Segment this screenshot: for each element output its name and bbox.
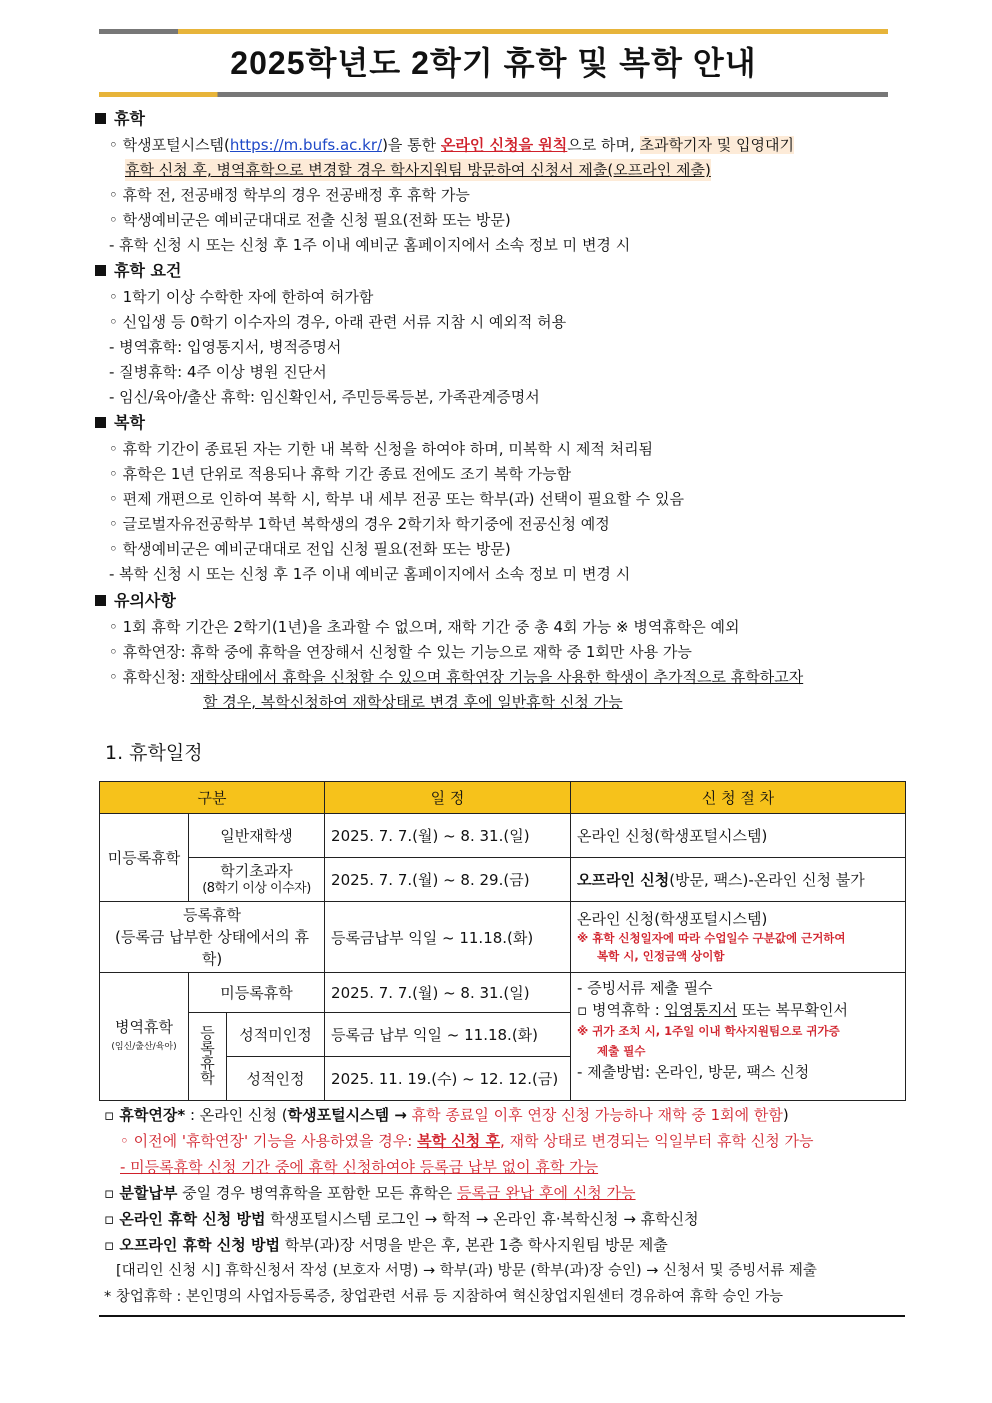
footer-line-8: * 창업휴학 : 본인명의 사업자등록증, 창업관련 서류 등 지참하여 혁신창업지원센터 경유하여 휴학 승인 가능 bbox=[104, 1289, 783, 1305]
table-row bbox=[100, 973, 906, 1013]
military-unregistered-label: 미등록휴학 bbox=[189, 973, 325, 1013]
unregistered-label: 미등록휴학 bbox=[100, 814, 189, 902]
military-unregistered-date: 2025. 7. 7.(월) ~ 8. 31.(일) bbox=[325, 973, 571, 1013]
square-bullet-icon bbox=[95, 265, 106, 276]
footer-line-5: ▫ 온라인 휴학 신청 방법 학생포털시스템 로그인 → 학적 → 온라인 휴·복학신청 → 휴학신청 bbox=[104, 1210, 699, 1228]
footer-line-6: ▫ 오프라인 휴학 신청 방법 학부(과)장 서명을 받은 후, 본관 1층 학사지원팀 방문 제출 bbox=[104, 1236, 668, 1254]
req-line-1: ◦ 1학기 이상 수학한 자에 한하여 허가함 bbox=[109, 288, 374, 306]
leave-line-1: ◦ 학생포털시스템(https://m.bufs.ac.kr/)을 통한 온라인 신청을 원칙으로 하며, 초과학기자 및 입영대기 bbox=[109, 136, 794, 154]
square-bullet-icon bbox=[95, 595, 106, 606]
square-bullet-icon bbox=[95, 113, 106, 124]
military-label: 병역휴학 (임신/출산/육아) bbox=[100, 973, 189, 1101]
req-line-4: - 질병휴학: 4주 이상 병원 진단서 bbox=[109, 363, 327, 381]
footer-line-1: ▫ 휴학연장* : 온라인 신청 (학생포털시스템 → 휴학 종료일 이후 연장 신청 가능하나 재학 중 1회에 한함) bbox=[104, 1106, 789, 1124]
general-student-label: 일반재학생 bbox=[189, 814, 325, 858]
return-line-5: ◦ 학생예비군은 예비군대대로 전입 신청 필요(전화 또는 방문) bbox=[109, 540, 511, 558]
general-procedure: 온라인 신청(학생포털시스템) bbox=[571, 814, 906, 858]
leave-line-3: ◦ 휴학 전, 전공배정 학부의 경우 전공배정 후 휴학 가능 bbox=[109, 186, 470, 204]
leave-line-2: 휴학 신청 후, 병역휴학으로 변경할 경우 학사지원팀 방문하여 신청서 제출(오프라인 제출) bbox=[125, 161, 711, 179]
portal-link[interactable]: https://m.bufs.ac.kr/ bbox=[229, 136, 383, 154]
credit-label: 성적인정 bbox=[227, 1057, 325, 1101]
leave-line-4: ◦ 학생예비군은 예비군대대로 전출 신청 필요(전화 또는 방문) bbox=[109, 211, 511, 229]
military-registered-label: 등록휴학 bbox=[189, 1013, 227, 1101]
header-procedure: 신 청 절 차 bbox=[571, 782, 906, 814]
notes-line-2: ◦ 휴학연장: 휴학 중에 휴학을 연장해서 신청할 수 있는 기능으로 재학 중 1회만 사용 가능 bbox=[109, 643, 692, 661]
section-heading: 유의사항 bbox=[95, 590, 176, 612]
registered-procedure: 온라인 신청(학생포털시스템) ※ 휴학 신청일자에 따라 수업일수 구분값에 근거하여 복학 시, 인정금액 상이함 bbox=[571, 902, 906, 973]
req-line-3: - 병역휴학: 입영통지서, 병적증명서 bbox=[109, 338, 342, 356]
section-heading: 휴학 요건 bbox=[95, 260, 181, 282]
registered-label: 등록휴학 (등록금 납부한 상태에서의 휴학) bbox=[100, 902, 325, 973]
credit-date: 2025. 11. 19.(수) ~ 12. 12.(금) bbox=[325, 1057, 571, 1101]
footer-line-7: [대리인 신청 시] 휴학신청서 작성 (보호자 서명) → 학부(과) 방문 (학부(과)장 승인) → 신청서 및 증빙서류 제출 bbox=[116, 1263, 817, 1279]
req-line-2: ◦ 신입생 등 0학기 이수자의 경우, 아래 관련 서류 지참 시 예외적 허용 bbox=[109, 313, 567, 331]
general-date: 2025. 7. 7.(월) ~ 8. 31.(일) bbox=[325, 814, 571, 858]
military-procedure: - 증빙서류 제출 필수 ▫ 병역휴학 : 입영통지서 또는 복무확인서 ※ 귀가 조치 시, 1주일 이내 학사지원팀으로 귀가증 제출 필수 - 제출방법: 온라인, 방문, 팩스 신청 bbox=[571, 973, 906, 1101]
over-procedure: 오프라인 신청(방문, 팩스)-온라인 신청 불가 bbox=[571, 858, 906, 902]
return-line-4: ◦ 글로벌자유전공학부 1학년 복학생의 경우 2학기차 학기중에 전공신청 예정 bbox=[109, 515, 610, 533]
no-credit-label: 성적미인정 bbox=[227, 1013, 325, 1057]
top-rule bbox=[99, 29, 888, 34]
return-line-6: - 복학 신청 시 또는 신청 후 1주 이내 예비군 홈페이지에서 소속 정보 미 변경 시 bbox=[109, 565, 631, 583]
notes-line-3: ◦ 휴학신청: 재학상태에서 휴학을 신청할 수 있으며 휴학연장 기능을 사용한 학생이 추가적으로 휴학하고자 bbox=[109, 668, 804, 686]
schedule-table bbox=[99, 781, 906, 1101]
section-heading: 휴학 bbox=[95, 108, 145, 130]
table-row bbox=[100, 814, 906, 858]
footer-line-2: ◦ 이전에 '휴학연장' 기능을 사용하였을 경우: 복학 신청 후, 재학 상태로 변경되는 익일부터 휴학 신청 가능 bbox=[120, 1132, 814, 1150]
table-row bbox=[100, 902, 906, 973]
bottom-rule bbox=[99, 1315, 905, 1317]
req-line-5: - 임신/육아/출산 휴학: 임신확인서, 주민등록등본, 가족관계증명서 bbox=[109, 388, 540, 406]
header-schedule: 일 정 bbox=[325, 782, 571, 814]
over-date: 2025. 7. 7.(월) ~ 8. 29.(금) bbox=[325, 858, 571, 902]
return-line-1: ◦ 휴학 기간이 종료된 자는 기한 내 복학 신청을 하여야 하며, 미복학 시 제적 처리됨 bbox=[109, 440, 654, 458]
over-semester-label: 학기초과자 (8학기 이상 이수자) bbox=[189, 858, 325, 902]
table-row bbox=[100, 858, 906, 902]
square-bullet-icon bbox=[95, 417, 106, 428]
title-underline bbox=[99, 92, 888, 97]
return-line-2: ◦ 휴학은 1년 단위로 적용되나 휴학 기간 종료 전에도 조기 복학 가능함 bbox=[109, 465, 572, 483]
section-heading: 복학 bbox=[95, 412, 145, 434]
header-category: 구분 bbox=[100, 782, 325, 814]
page-title: 2025학년도 2학기 휴학 및 복학 안내 bbox=[230, 45, 757, 81]
registered-date: 등록금납부 익일 ~ 11.18.(화) bbox=[325, 902, 571, 973]
footer-line-3: - 미등록휴학 신청 기간 중에 휴학 신청하여야 등록금 납부 없이 휴학 가능 bbox=[120, 1158, 599, 1176]
footer-line-4: ▫ 분할납부 중일 경우 병역휴학을 포함한 모든 휴학은 등록금 완납 후에 신청 가능 bbox=[104, 1184, 636, 1202]
table-header-row bbox=[100, 782, 906, 814]
leave-line-5: - 휴학 신청 시 또는 신청 후 1주 이내 예비군 홈페이지에서 소속 정보 미 변경 시 bbox=[109, 236, 631, 254]
schedule-heading: 1. 휴학일정 bbox=[105, 742, 203, 764]
no-credit-date: 등록금 납부 익일 ~ 11.18.(화) bbox=[325, 1013, 571, 1057]
notes-line-1: ◦ 1회 휴학 기간은 2학기(1년)을 초과할 수 없으며, 재학 기간 중 총 4회 가능 ※ 병역휴학은 예외 bbox=[109, 618, 740, 636]
notes-line-4: 할 경우, 복학신청하여 재학상태로 변경 후에 일반휴학 신청 가능 bbox=[203, 693, 623, 711]
return-line-3: ◦ 편제 개편으로 인하여 복학 시, 학부 내 세부 전공 또는 학부(과) 선택이 필요할 수 있음 bbox=[109, 490, 685, 508]
